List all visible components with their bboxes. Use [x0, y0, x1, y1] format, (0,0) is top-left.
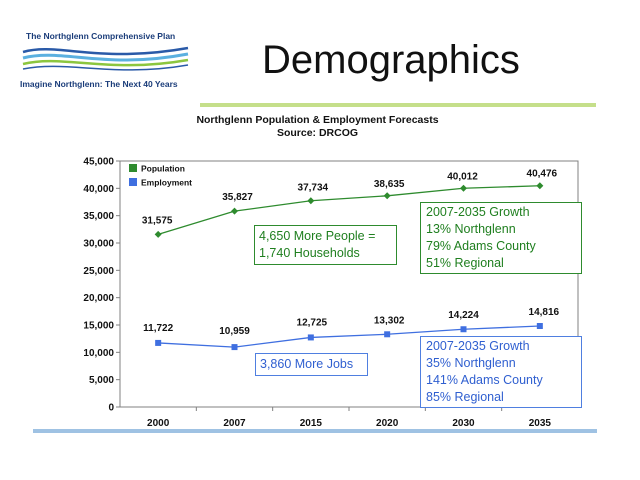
data-label-employment: 11,722 — [143, 322, 174, 334]
legend-swatch-population — [129, 164, 137, 172]
pop-growth-line: 79% Adams County — [426, 239, 536, 253]
x-tick-label: 2020 — [376, 418, 399, 429]
data-label-employment: 10,959 — [219, 326, 250, 338]
data-point-population — [536, 182, 543, 189]
legend-label-employment: Employment — [141, 177, 193, 188]
data-point-employment — [232, 344, 238, 350]
slide-title: Demographics — [262, 38, 520, 82]
people-annotation — [254, 225, 397, 265]
y-tick-label: 15,000 — [83, 320, 114, 332]
emp-growth-line: 2007-2035 Growth — [426, 339, 530, 353]
legend-swatch-employment — [129, 178, 137, 186]
data-point-population — [384, 192, 391, 199]
data-label-population: 40,012 — [447, 171, 478, 183]
data-label-population: 37,734 — [297, 182, 329, 194]
people-annotation-line: 1,740 Households — [259, 246, 360, 260]
data-point-employment — [537, 323, 543, 329]
legend-label-population: Population — [141, 163, 185, 174]
data-point-employment — [461, 326, 467, 332]
data-label-population: 31,575 — [141, 215, 173, 227]
x-tick-label: 2015 — [299, 418, 322, 429]
people-annotation-line: 4,650 More People = — [259, 229, 376, 243]
employment-growth-annotation — [420, 336, 582, 408]
pop-growth-line: 51% Regional — [426, 256, 504, 270]
x-tick-label: 2030 — [452, 418, 475, 429]
data-label-employment: 14,224 — [448, 310, 479, 322]
y-tick-label: 20,000 — [83, 293, 114, 305]
data-point-population — [307, 197, 314, 204]
y-tick-label: 30,000 — [83, 238, 114, 250]
data-label-population: 35,827 — [222, 192, 253, 204]
data-point-employment — [308, 334, 314, 340]
emp-growth-line: 141% Adams County — [426, 373, 543, 387]
chart-subtitle: Source: DRCOG — [276, 127, 359, 139]
y-tick-label: 40,000 — [83, 183, 114, 195]
data-point-population — [231, 208, 238, 215]
logo-top-text: The Northglenn Comprehensive Plan — [26, 31, 176, 41]
x-tick-label: 2035 — [528, 418, 551, 429]
y-tick-label: 0 — [108, 402, 114, 414]
data-point-employment — [384, 331, 390, 337]
population-growth-annotation — [420, 202, 582, 274]
pop-growth-line: 2007-2035 Growth — [426, 205, 530, 219]
data-label-population: 38,635 — [373, 178, 405, 190]
data-point-population — [155, 231, 162, 238]
emp-growth-line: 85% Regional — [426, 390, 504, 404]
logo-bottom-text: Imagine Northglenn: The Next 40 Years — [20, 79, 178, 89]
y-tick-label: 10,000 — [83, 347, 114, 359]
y-tick-label: 25,000 — [83, 265, 114, 277]
jobs-annotation — [255, 353, 368, 376]
x-tick-label: 2000 — [147, 418, 170, 429]
emp-growth-line: 35% Northglenn — [426, 356, 516, 370]
x-tick-label: 2007 — [223, 418, 246, 429]
y-tick-label: 35,000 — [83, 211, 114, 223]
data-point-population — [460, 185, 467, 192]
y-tick-label: 45,000 — [83, 156, 114, 168]
jobs-annotation-line: 3,860 More Jobs — [260, 357, 354, 371]
y-tick-label: 5,000 — [88, 375, 114, 387]
data-label-employment: 12,725 — [296, 317, 328, 329]
data-label-employment: 13,302 — [373, 315, 405, 327]
data-point-employment — [155, 340, 161, 346]
chart-title: Northglenn Population & Employment Forecasts — [196, 114, 439, 126]
data-label-population: 40,476 — [526, 168, 558, 180]
data-label-employment: 14,816 — [528, 307, 560, 319]
pop-growth-line: 13% Northglenn — [426, 222, 516, 236]
